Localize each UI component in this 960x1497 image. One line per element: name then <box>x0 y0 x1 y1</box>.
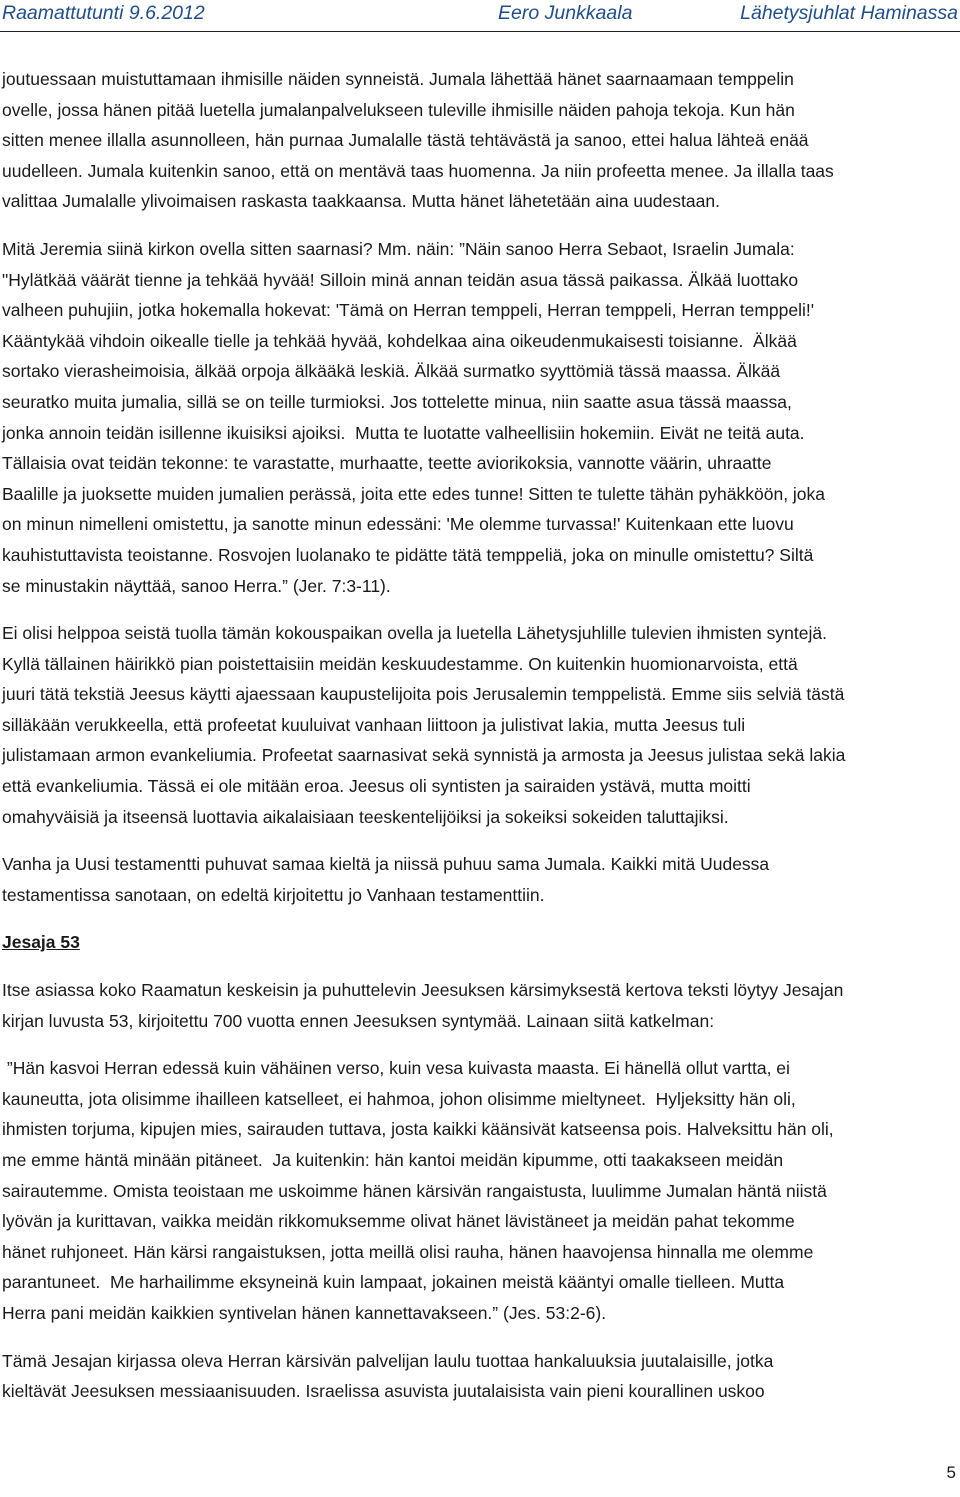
text-line: Herra pani meidän kaikkien syntivelan hänen kannettavakseen.” (Jes. 53:2-6). <box>2 1302 607 1323</box>
text-line: ”Hän kasvoi Herran edessä kuin vähäinen verso, kuin vesa kuivasta maasta. Ei hänellä ollut vartta, ei <box>2 1058 790 1079</box>
paragraph <box>2 618 958 832</box>
paragraph-gap <box>2 958 958 975</box>
text-line: omahyväisiä ja itseensä luottavia aikalaisiaan teeskentelijöiksi ja sokeiksi sokeiden taluttajiksi. <box>2 806 729 827</box>
text-line: sitten menee illalla asunnolleen, hän purnaa Jumalalle tästä tehtävästä ja sanoo, ettei halua lähteä enää <box>2 130 809 151</box>
paragraph <box>2 64 958 217</box>
text-line: julistamaan armon evankeliumia. Profeetat saarnasivat sekä synnistä ja armosta ja Jeesus julistaa sekä lakia <box>2 745 846 766</box>
paragraph-gap <box>2 217 958 234</box>
paragraph <box>2 234 958 601</box>
text-line: Baalille ja juoksette muiden jumalien perässä, joita ette edes tunne! Sitten te tulette tähän pyhäkköön, joka <box>2 483 826 504</box>
text-line: Kyllä tällainen häirikkö pian poistettaisiin meidän keskuudestamme. On kuitenkin huomionarvoista, että <box>2 653 798 674</box>
paragraph-gap <box>2 601 958 618</box>
text-line: juuri tätä tekstiä Jeesus käytti ajaessaan kaupustelijoita pois Jerusalemin temppelistä. Emme siis selviä tästä <box>2 684 845 705</box>
header-divider <box>0 31 960 32</box>
paragraph-gap <box>2 1329 958 1346</box>
text-line: se minustakin näyttää, sanoo Herra.” (Jer. 7:3-11). <box>2 575 391 596</box>
text-line: kauhistuttavista teoistanne. Rosvojen luolanako te pidätte tätä temppeliä, joka on minulle omistettu? Siltä <box>2 544 814 565</box>
page-number: 5 <box>946 1463 956 1482</box>
text-line: ovelle, jossa hänen pitää luetella jumalanpalvelukseen tuleville ihmisille näiden pahoja tekoja. Kun hän <box>2 99 795 120</box>
section-heading <box>2 927 958 958</box>
header-course-title: Raamattutunti 9.6.2012 <box>2 2 205 24</box>
text-line: on minun nimelleni omistettu, ja sanotte minun edessäni: 'Me olemme turvassa!' Kuitenkaan ette luovu <box>2 514 794 535</box>
text-line: Mitä Jeremia siinä kirkon ovella sitten saarnasi? Mm. näin: ”Näin sanoo Herra Sebaot, Israelin Jumala: <box>2 238 795 259</box>
text-line: lyövän ja kurittavan, vaikka meidän rikkomuksemme olivat hänet lävistäneet ja meidän pahat tekomme <box>2 1211 795 1232</box>
paragraph <box>2 975 958 1036</box>
text-line: parantuneet. Me harhailimme eksyneinä kuin lampaat, jokainen meistä kääntyi omalle tielleen. Mutta <box>2 1272 785 1293</box>
text-line: Vanha ja Uusi testamentti puhuvat samaa kieltä ja niissä puhuu sama Jumala. Kaikki mitä Uudessa <box>2 854 770 875</box>
text-line: Tällaisia ovat teidän tekonne: te varastatte, murhaatte, teette aviorikoksia, vannotte väärin, uhraatte <box>2 453 772 474</box>
text-line: valittaa Jumalalle ylivoimaisen raskasta taakkaansa. Mutta hänet lähetetään aina uudestaan. <box>2 191 720 212</box>
text-line: kieltävät Jeesuksen messiaanisuuden. Israelissa asuvista juutalaisista vain pieni kourallinen uskoo <box>2 1381 765 1402</box>
paragraph <box>2 1346 958 1407</box>
page-header <box>0 0 960 30</box>
text-line: hänet ruhjoneet. Hän kärsi rangaistuksen, jotta meillä olisi rauha, hänen haavojensa hinnalla me olemme <box>2 1241 814 1262</box>
text-line: sairautemme. Omista teoistaan me uskoimme hänen kärsivän rangaistusta, luulimme Jumalan häntä niistä <box>2 1180 827 1201</box>
text-line: Tämä Jesajan kirjassa oleva Herran kärsivän palvelijan laulu tuottaa hankaluuksia juutalaisille, jotka <box>2 1350 774 1371</box>
text-line: että evankeliumia. Tässä ei ole mitään eroa. Jeesus oli syntisten ja sairaiden ystävä, mutta moitti <box>2 776 751 797</box>
text-line: valheen puhujiin, jotka hokemalla hokevat: 'Tämä on Herran temppeli, Herran temppeli, Herran temppeli!' <box>2 300 815 321</box>
document-body <box>2 64 958 1407</box>
paragraph-gap <box>2 832 958 849</box>
paragraph-gap <box>2 910 958 927</box>
heading-text: Jesaja 53 <box>2 932 80 953</box>
text-line: kauneutta, jota olisimme ihailleen katselleet, ei hahmoa, johon olisimme mieltyneet. Hyljeksitty hän oli, <box>2 1088 796 1109</box>
text-line: "Hylätkää väärät tienne ja tehkää hyvää! Silloin minä annan teidän asua tässä paikassa. Älkää luottako <box>2 269 799 290</box>
text-line: me emme häntä minään pitäneet. Ja kuitenkin: hän kantoi meidän kipumme, otti taakakseen meidän <box>2 1150 784 1170</box>
text-line: joutuessaan muistuttamaan ihmisille näiden synneistä. Jumala lähettää hänet saarnaamaan temppelin <box>2 69 794 89</box>
header-author: Eero Junkkaala <box>498 2 633 24</box>
text-line: jonka annoin teidän isillenne ikuisiksi ajoiksi. Mutta te luotatte valheellisiin hokemiin. Eivät ne teitä auta. <box>2 422 805 443</box>
text-line: sortako vierasheimoisia, älkää orpoja älkääkä leskiä. Älkää surmatko syyttömiä tässä maassa. Älkää <box>2 361 781 382</box>
text-line: Kääntykää vihdoin oikealle tielle ja tehkää hyvää, kohdelkaa aina oikeudenmukaisesti toisianne. Älkää <box>2 330 797 351</box>
paragraph <box>2 1053 958 1328</box>
text-line: ihmisten torjuma, kipujen mies, sairauden tuttava, josta kaikki käänsivät katseensa pois. Halveksittu hän oli, <box>2 1119 834 1140</box>
header-event: Lähetysjuhlat Haminassa <box>740 2 958 24</box>
paragraph-gap <box>2 1036 958 1053</box>
text-line: testamentissa sanotaan, on edeltä kirjoitettu jo Vanhaan testamenttiin. <box>2 884 545 905</box>
text-line: Itse asiassa koko Raamatun keskeisin ja puhuttelevin Jeesuksen kärsimyksestä kertova teksti löytyy Jesajan <box>2 980 844 1001</box>
text-line: uudelleen. Jumala kuitenkin sanoo, että on mentävä taas huomenna. Ja niin profeetta menee. Ja illalla taas <box>2 160 834 181</box>
paragraph <box>2 849 958 910</box>
text-line: Ei olisi helppoa seistä tuolla tämän kokouspaikan ovella ja luetella Lähetysjuhlille tulevien ihmisten syntejä. <box>2 623 827 644</box>
text-line: kirjan luvusta 53, kirjoitettu 700 vuotta ennen Jeesuksen syntymää. Lainaan siitä katkelman: <box>2 1010 715 1031</box>
text-line: seuratko muita jumalia, sillä se on teille turmioksi. Jos tottelette minua, niin saatte asua tässä maassa, <box>2 391 792 412</box>
text-line: silläkään verukkeella, että profeetat kuuluivat vanhaan liittoon ja julistivat lakia, mutta Jeesus tuli <box>2 714 746 735</box>
